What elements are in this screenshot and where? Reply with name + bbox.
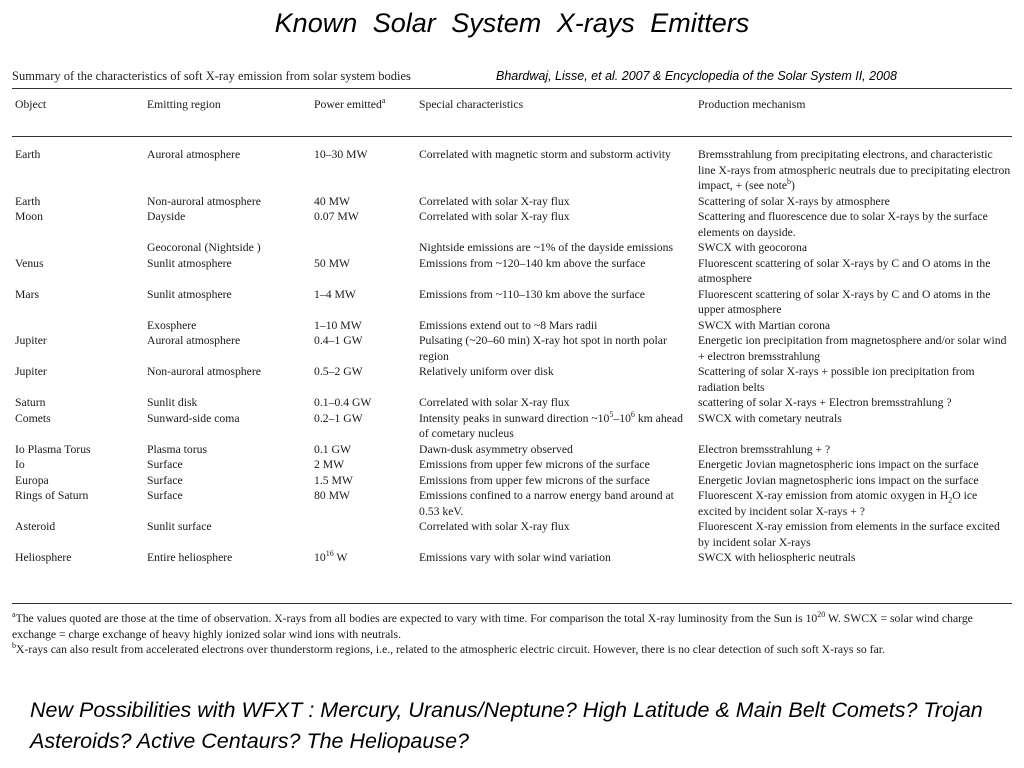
cell-emitting-region: Auroral atmosphere — [147, 148, 241, 161]
cell-emitting-region: Plasma torus — [147, 442, 208, 456]
mechanism-text: SWCX with Martian corona — [698, 318, 831, 332]
cell-production-mechanism — [695, 333, 1012, 364]
cell-emitting-region: Surface — [147, 458, 183, 471]
mechanism-subscript: 2 — [948, 495, 953, 505]
power-value: 1–4 MW — [314, 287, 356, 301]
table-header-row — [12, 97, 1012, 137]
cell-object: Heliosphere — [15, 551, 72, 564]
cell-special-characteristics — [416, 137, 695, 194]
cell-special-characteristics — [416, 411, 695, 442]
cell-special-characteristics — [416, 287, 695, 318]
cell-production-mechanism — [695, 550, 1012, 566]
table-row — [12, 137, 1012, 194]
special-text: Dawn-dusk asymmetry observed — [419, 442, 573, 456]
special-text: Emissions from ~110–130 km above the surface — [419, 287, 645, 301]
cell-power-emitted — [311, 550, 416, 566]
cell-emitting-region: Exosphere — [147, 318, 197, 332]
mechanism-text: scattering of solar X-rays + Electron bremsstrahlung ? — [698, 396, 952, 409]
footnote-a — [12, 611, 1012, 642]
footnote-a-mark: a — [12, 610, 16, 620]
table-row — [12, 395, 1012, 411]
special-text: Emissions vary with solar wind variation — [419, 551, 611, 564]
cell-object: Earth — [15, 194, 41, 208]
footnote-b-mark: b — [12, 641, 16, 651]
table-row — [12, 550, 1012, 566]
cell-object: Moon — [15, 210, 43, 223]
header-power-note: a — [381, 97, 386, 106]
special-text: Correlated with solar X-ray flux — [419, 396, 570, 409]
table-row — [12, 318, 1012, 334]
mechanism-text: Fluorescent X-ray emission from atomic oxygen in H — [698, 489, 949, 502]
mechanism-text: Fluorescent scattering of solar X-rays by C and O atoms in the upper atmosphere — [698, 287, 991, 316]
cell-emitting-region: Auroral atmosphere — [147, 334, 241, 347]
emission-summary-table — [12, 97, 1012, 566]
header-power-emitted — [311, 97, 416, 137]
cell-power-emitted — [311, 194, 416, 210]
special-text: Emissions from upper few microns of the surface — [419, 458, 650, 471]
power-value: 0.07 MW — [314, 210, 359, 223]
cell-object: Earth — [15, 148, 41, 161]
cell-power-emitted — [311, 488, 416, 519]
special-text: Correlated with solar X-ray flux — [419, 210, 570, 223]
header-special-characteristics: Special characteristics — [419, 98, 524, 111]
special-text: Correlated with magnetic storm and substorm activity — [419, 148, 671, 161]
cell-special-characteristics — [416, 457, 695, 473]
cell-power-emitted — [311, 395, 416, 411]
power-value: 1–10 MW — [314, 318, 362, 332]
cell-emitting-region: Entire heliosphere — [147, 551, 233, 564]
cell-object — [12, 318, 144, 334]
cell-emitting-region: Sunlit surface — [147, 520, 212, 533]
table-row — [12, 457, 1012, 473]
mechanism-text: Electron bremsstrahlung + ? — [698, 442, 831, 456]
mechanism-text: Energetic ion precipitation from magnetosphere and/or solar wind + electron bremsstrahlung — [698, 334, 1007, 363]
mechanism-text: Energetic Jovian magnetospheric ions impact on the surface — [698, 458, 979, 471]
cell-production-mechanism — [695, 194, 1012, 210]
cell-production-mechanism — [695, 411, 1012, 442]
cell-object: Jupiter — [15, 365, 47, 378]
cell-production-mechanism — [695, 137, 1012, 194]
power-value: 40 MW — [314, 194, 351, 208]
cell-object: Europa — [15, 473, 49, 487]
cell-object: Rings of Saturn — [15, 489, 89, 502]
power-value: 0.4–1 GW — [314, 334, 363, 347]
wfxt-possibilities-text: New Possibilities with WFXT : Mercury, Uranus/Neptune? High Latitude & Main Belt Comets? Trojan Asteroids? Active Centaurs? The Heliopause? — [30, 698, 983, 753]
mechanism-text: SWCX with cometary neutrals — [698, 411, 842, 425]
table-row — [12, 194, 1012, 210]
cell-production-mechanism — [695, 364, 1012, 395]
table-row — [12, 519, 1012, 550]
cell-special-characteristics — [416, 333, 695, 364]
cell-emitting-region: Dayside — [147, 210, 186, 223]
power-value: 0.1 GW — [314, 442, 352, 456]
special-exponent-2: 6 — [630, 410, 635, 419]
slide-title: Known Solar System X-rays Emitters — [274, 8, 750, 38]
special-text: Nightside emissions are ~1% of the dayside emissions — [419, 241, 673, 254]
cell-emitting-region: Non-auroral atmosphere — [147, 194, 261, 208]
header-production-mechanism: Production mechanism — [698, 98, 806, 111]
power-value: 0.5–2 GW — [314, 365, 363, 378]
table-caption: Summary of the characteristics of soft X-ray emission from solar system bodies — [12, 69, 411, 83]
footnote-a-exponent: 20 — [817, 610, 826, 620]
special-text: Emissions confined to a narrow energy band around at 0.53 keV. — [419, 489, 674, 518]
special-text-mid: –10 — [613, 411, 631, 425]
table-row — [12, 333, 1012, 364]
mechanism-text: Scattering of solar X-rays + possible ion precipitation from radiation belts — [698, 365, 975, 394]
special-text: Correlated with solar X-ray flux — [419, 194, 570, 208]
header-power-label: Power emitted — [314, 98, 382, 111]
cell-power-emitted — [311, 209, 416, 240]
cell-special-characteristics — [416, 473, 695, 489]
cell-emitting-region: Surface — [147, 489, 183, 502]
power-value: 1.5 MW — [314, 473, 353, 487]
cell-object — [12, 240, 144, 256]
table-row — [12, 364, 1012, 395]
power-value: 50 MW — [314, 256, 351, 270]
special-text: Relatively uniform over disk — [419, 365, 554, 378]
table-row — [12, 240, 1012, 256]
cell-power-emitted — [311, 137, 416, 194]
power-value: 10–30 MW — [314, 148, 368, 161]
mechanism-text: Bremsstrahlung from precipitating electrons, and characteristic line X-rays from atmospheric neutrals due to precipitating electron impact, + (see note — [698, 148, 1011, 192]
cell-special-characteristics — [416, 364, 695, 395]
cell-production-mechanism — [695, 473, 1012, 489]
cell-emitting-region: Sunlit atmosphere — [147, 287, 232, 301]
mechanism-text: Fluorescent X-ray emission from elements in the surface excited by incident solar X-rays — [698, 520, 1000, 549]
footnote-a-text: The values quoted are those at the time of observation. X-rays from all bodies are expected to vary with time. For comparison the total X-ray luminosity from the Sun is 10 — [15, 612, 818, 625]
cell-object: Mars — [15, 287, 40, 301]
special-text: Emissions from ~120–140 km above the surface — [419, 256, 646, 270]
cell-production-mechanism — [695, 318, 1012, 334]
cell-special-characteristics — [416, 240, 695, 256]
table-top-rule — [12, 88, 1012, 89]
special-text: Intensity peaks in sunward direction ~10 — [419, 411, 610, 425]
power-value: 80 MW — [314, 489, 351, 502]
special-text: Pulsating (~20–60 min) X-ray hot spot in north polar region — [419, 334, 667, 363]
cell-power-emitted — [311, 256, 416, 287]
cell-production-mechanism — [695, 209, 1012, 240]
mechanism-text: Scattering of solar X-rays by atmosphere — [698, 194, 890, 208]
power-unit: W — [333, 551, 348, 564]
cell-special-characteristics — [416, 395, 695, 411]
cell-object: Io — [15, 458, 25, 471]
special-exponent: 5 — [609, 410, 614, 419]
cell-special-characteristics — [416, 209, 695, 240]
cell-special-characteristics — [416, 194, 695, 210]
power-exponent: 16 — [325, 550, 334, 559]
mechanism-text-tail: ) — [791, 179, 795, 192]
cell-emitting-region: Sunlit disk — [147, 396, 198, 409]
cell-special-characteristics — [416, 488, 695, 519]
mechanism-note: b — [787, 177, 792, 187]
special-text-tail: km ahead of cometary nucleus — [419, 411, 683, 440]
cell-power-emitted — [311, 364, 416, 395]
table-row — [12, 473, 1012, 489]
cell-emitting-region: Non-auroral atmosphere — [147, 365, 261, 378]
table-row — [12, 411, 1012, 442]
cell-power-emitted — [311, 411, 416, 442]
citation: Bhardwaj, Lisse, et al. 2007 & Encyclopedia of the Solar System II, 2008 — [496, 69, 897, 83]
footnote-b-text: X-rays can also result from accelerated electrons over thunderstorm regions, i.e., related to the atmospheric electric circuit. However, there is no clear detection of such soft X-rays so far. — [16, 643, 885, 656]
footnotes — [12, 611, 1012, 658]
power-value: 2 MW — [314, 458, 345, 471]
footnote-b — [12, 642, 1012, 658]
mechanism-text: SWCX with geocorona — [698, 241, 808, 254]
table-row — [12, 209, 1012, 240]
cell-power-emitted — [311, 457, 416, 473]
cell-object: Jupiter — [15, 334, 47, 347]
special-text: Correlated with solar X-ray flux — [419, 520, 570, 533]
header-object: Object — [15, 98, 47, 111]
cell-power-emitted — [311, 240, 416, 256]
mechanism-text: SWCX with heliospheric neutrals — [698, 551, 856, 564]
cell-emitting-region: Surface — [147, 473, 183, 487]
mechanism-text: Fluorescent scattering of solar X-rays by C and O atoms in the atmosphere — [698, 256, 991, 285]
special-text: Emissions extend out to ~8 Mars radii — [419, 318, 598, 332]
table-row — [12, 256, 1012, 287]
mechanism-text: Energetic Jovian magnetospheric ions impact on the surface — [698, 473, 979, 487]
cell-power-emitted — [311, 318, 416, 334]
header-emitting-region: Emitting region — [147, 98, 221, 111]
cell-emitting-region: Geocoronal (Nightside ) — [147, 241, 261, 254]
cell-object: Saturn — [15, 396, 46, 409]
cell-production-mechanism — [695, 519, 1012, 550]
cell-production-mechanism — [695, 240, 1012, 256]
table-row — [12, 442, 1012, 458]
cell-production-mechanism — [695, 457, 1012, 473]
cell-power-emitted — [311, 287, 416, 318]
power-value: 10 — [314, 551, 326, 564]
cell-power-emitted — [311, 442, 416, 458]
cell-power-emitted — [311, 519, 416, 550]
cell-special-characteristics — [416, 550, 695, 566]
cell-emitting-region: Sunward-side coma — [147, 411, 240, 425]
mechanism-text: Scattering and fluorescence due to solar X-rays by the surface elements on dayside. — [698, 210, 988, 239]
cell-object: Venus — [15, 256, 44, 270]
cell-production-mechanism — [695, 442, 1012, 458]
cell-production-mechanism — [695, 488, 1012, 519]
cell-production-mechanism — [695, 256, 1012, 287]
power-value: 0.1–0.4 GW — [314, 396, 372, 409]
special-text: Emissions from upper few microns of the surface — [419, 473, 650, 487]
cell-production-mechanism — [695, 287, 1012, 318]
cell-emitting-region: Sunlit atmosphere — [147, 256, 232, 270]
table-row — [12, 488, 1012, 519]
cell-power-emitted — [311, 473, 416, 489]
mechanism-text-tail: O ice excited by incident solar X-rays + ? — [698, 489, 978, 518]
cell-object: Io Plasma Torus — [15, 442, 91, 456]
cell-power-emitted — [311, 333, 416, 364]
cell-special-characteristics — [416, 318, 695, 334]
cell-special-characteristics — [416, 442, 695, 458]
cell-object: Comets — [15, 411, 51, 425]
power-value: 0.2–1 GW — [314, 411, 363, 425]
table-row — [12, 287, 1012, 318]
cell-special-characteristics — [416, 519, 695, 550]
footnote-a-tail: W. SWCX = solar wind charge exchange = charge exchange of heavy highly ionized solar wind ions with neutrals. — [12, 612, 973, 641]
cell-object: Asteroid — [15, 520, 56, 533]
cell-special-characteristics — [416, 256, 695, 287]
cell-production-mechanism — [695, 395, 1012, 411]
table-bottom-rule — [12, 603, 1012, 604]
